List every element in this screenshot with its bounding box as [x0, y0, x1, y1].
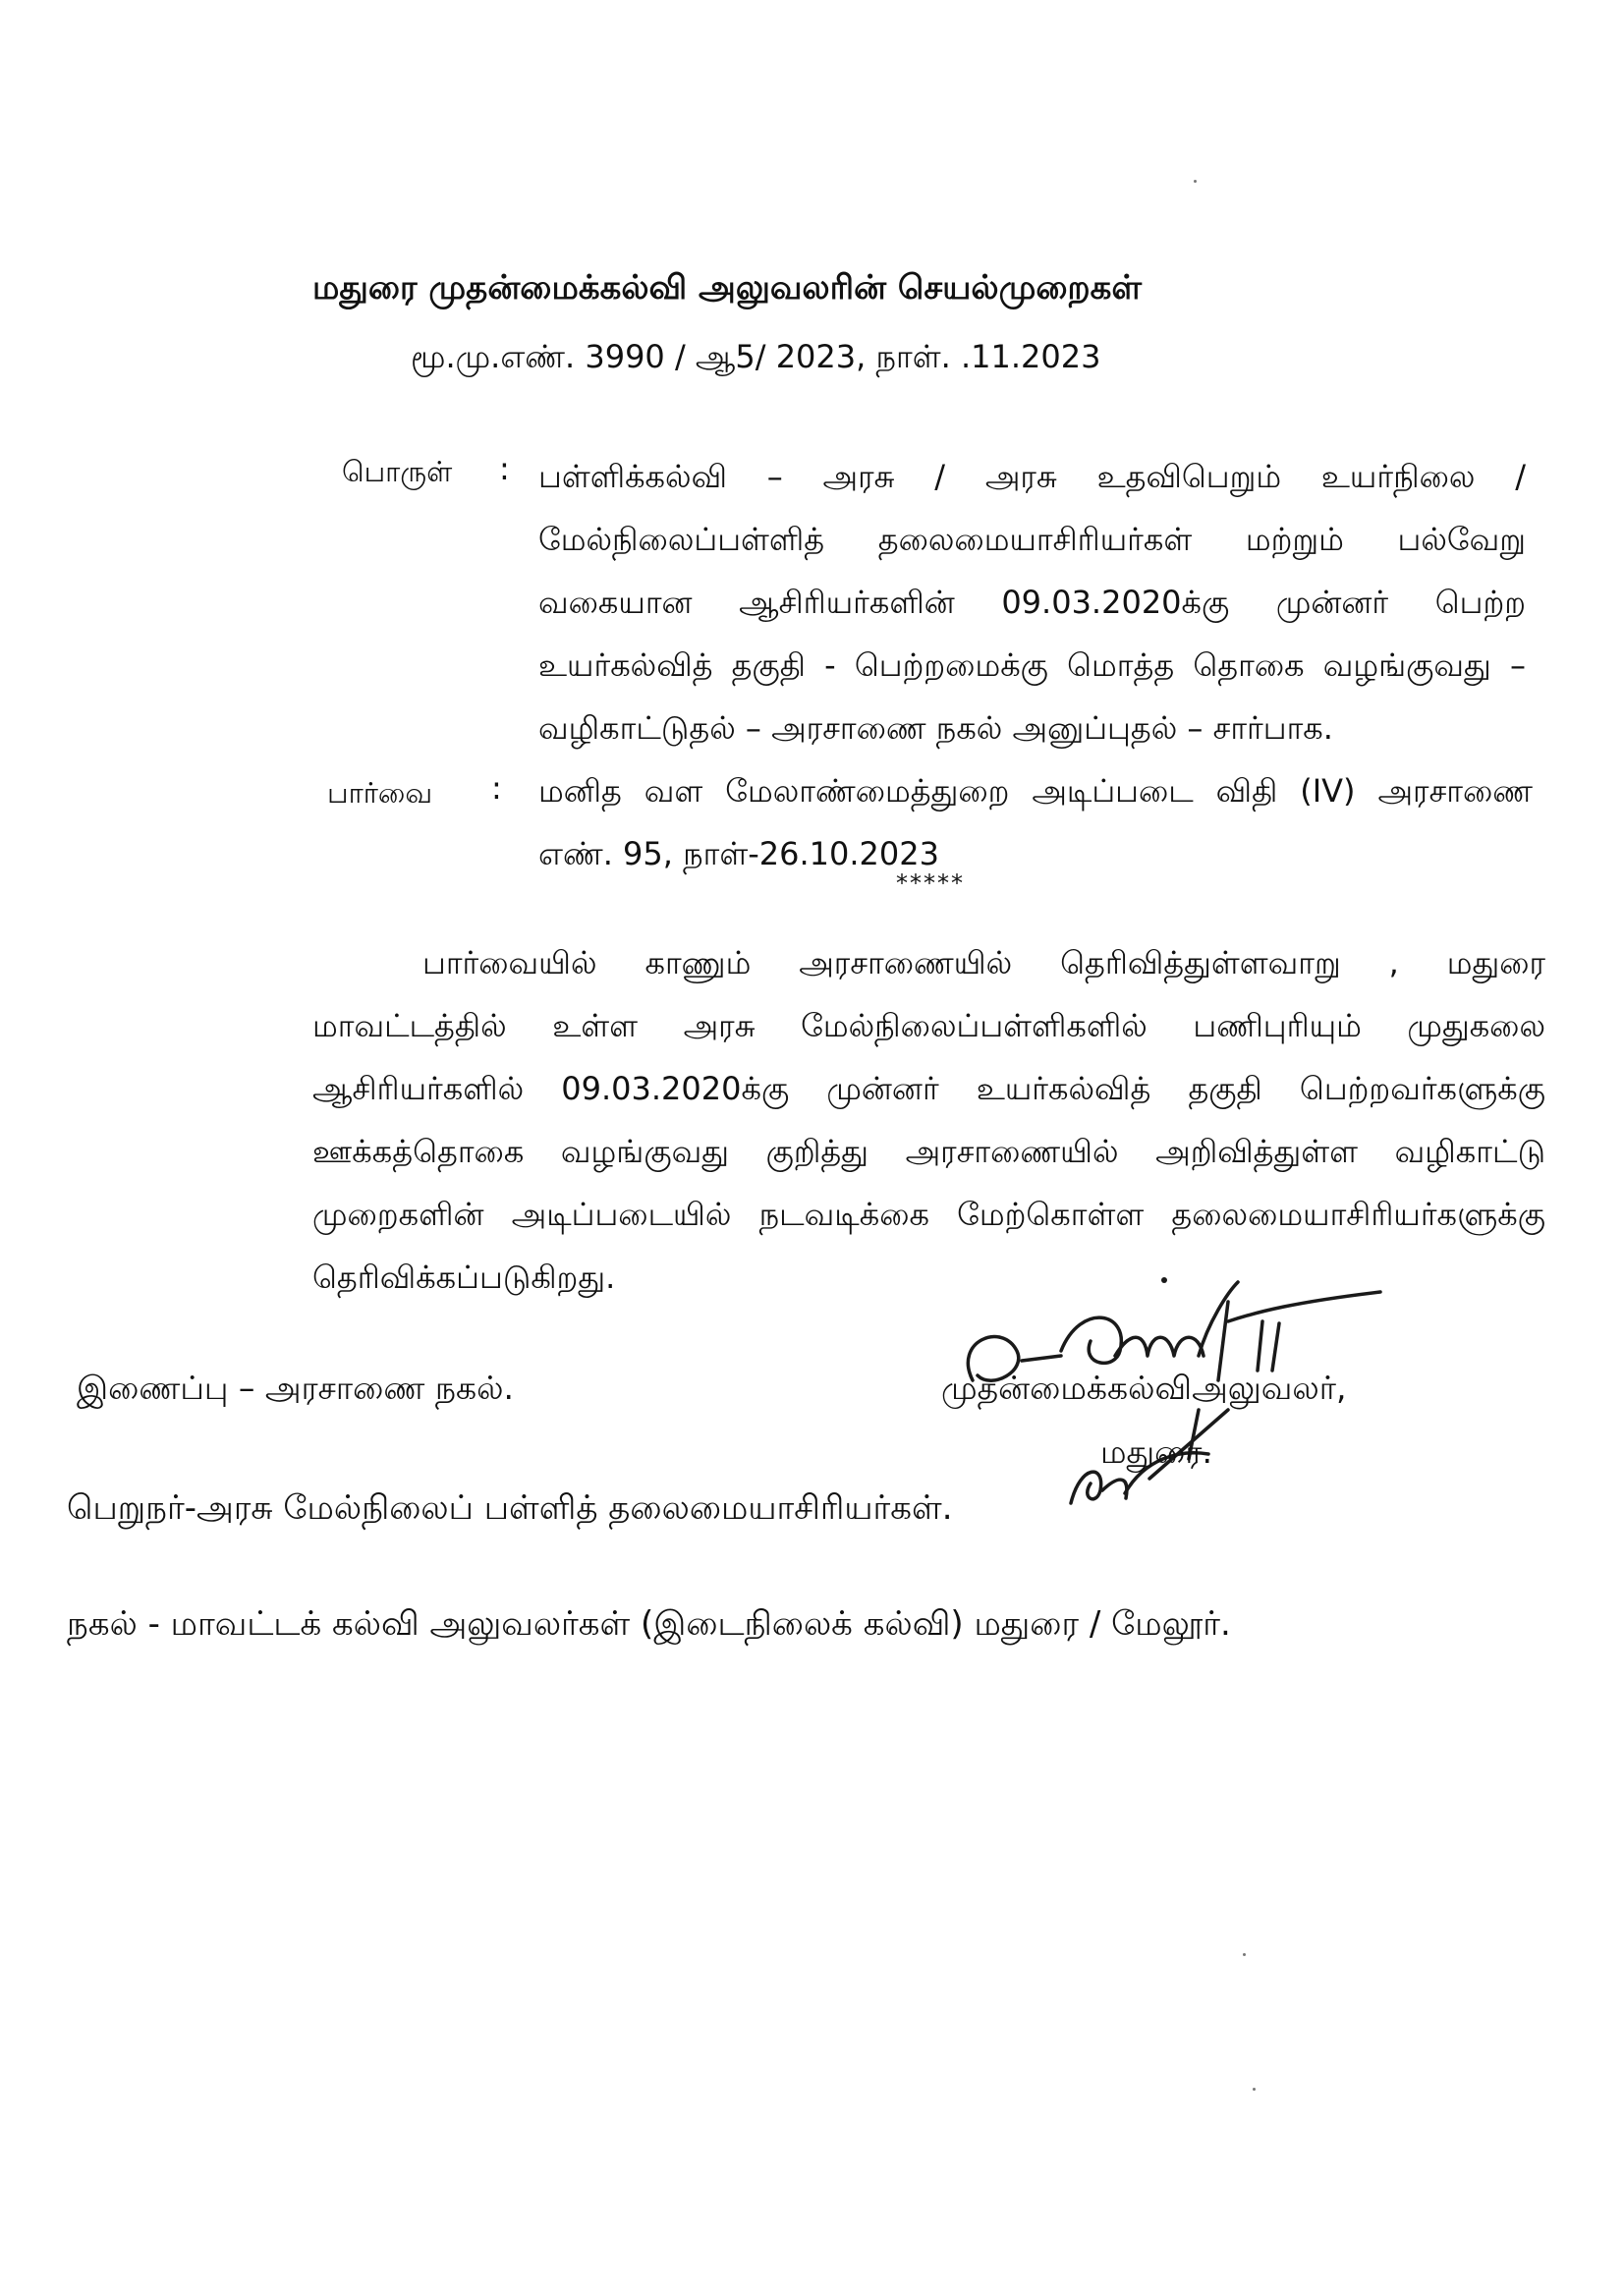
body-paragraph: பார்வையில் காணும் அரசாணையில் தெரிவித்துள்ளவாறு , மதுரை மாவட்டத்தில் உள்ள அரசு மேல்நிலைப்பள்ளிகளில் பணிபுரியும் முதுகலை ஆசிரியர்களில் 09.03.2020க்கு முன்னர் உயர்கல்வித் தகுதி பெற்றவர்களுக்கு ஊக்கத்தொகை வழங்குவது குறித்து அரசாணையில் அறிவித்துள்ள வழிகாட்டு முறைகளின் அடிப்படையில் நடவடிக்கை மேற்கொள்ள தலைமையாசிரியர்களுக்கு தெரிவிக்கப்படுகிறது.	[312, 944, 1545, 1296]
reference-text: மனித வள மேலாண்மைத்துறை அடிப்படை விதி (IV) அரசாணை எண். 95, நாள்-26.10.2023	[538, 772, 1533, 872]
copy-to-line: நகல் - மாவட்டக் கல்வி அலுவலர்கள் (இடைநிலைக் கல்வி) மதுரை / மேலூர்.	[67, 1604, 1231, 1644]
enclosure-note: இணைப்பு – அரசாணை நகல்.	[77, 1369, 515, 1407]
scan-speck	[1253, 2088, 1256, 2091]
reference-colon: :	[491, 769, 502, 807]
signatory-place: மதுரை.	[1100, 1432, 1212, 1471]
separator-stars: *****	[896, 869, 965, 897]
recipient-line: பெறுநர்-அரசு மேல்நிலைப் பள்ளித் தலைமையாசிரியர்கள்.	[67, 1488, 953, 1528]
subject-label: பொருள்	[342, 455, 453, 488]
subject-text: பள்ளிக்கல்வி – அரசு / அரசு உதவிபெறும் உயர்நிலை / மேல்நிலைப்பள்ளித் தலைமையாசிரியர்கள் மற்றும் பல்வேறு வகையான ஆசிரியர்களின் 09.03.2020க்கு முன்னர் பெற்ற உயர்கல்வித் தகுதி - பெற்றமைக்கு மொத்த தொகை வழங்குவது – வழிகாட்டுதல் – அரசாணை நகல் அனுப்புதல் – சார்பாக.	[538, 458, 1526, 747]
scan-speck	[1243, 1953, 1246, 1956]
reference-label: பார்வை	[327, 776, 433, 810]
reference-number: மூ.மு.எண். 3990 / ஆ5/ 2023, நாள். .11.2023	[411, 338, 1101, 375]
scan-speck	[1194, 180, 1197, 183]
signatory-title: முதன்மைக்கல்விஅலுவலர்,	[941, 1369, 1347, 1407]
subject-colon: :	[499, 450, 510, 487]
document-title: மதுரை முதன்மைக்கல்வி அலுவலரின் செயல்முறைகள்	[312, 268, 1143, 308]
